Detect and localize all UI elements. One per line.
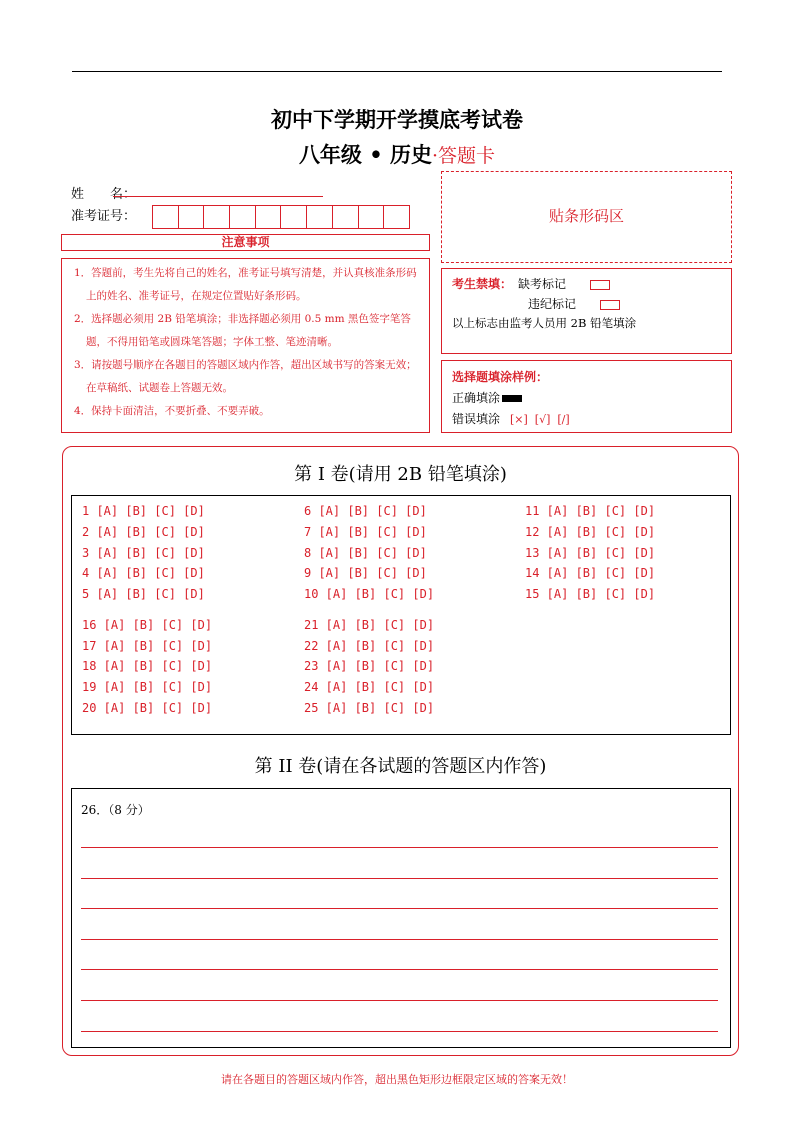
exam-id-boxes[interactable]: [153, 205, 420, 229]
notice-item: 2．选择题必须用 2B 铅笔填涂；非选择题必须用 0.5 mm 黑色签字笔答题，不得用铅笔或圆珠笔答题；字体工整、笔迹清晰。: [74, 313, 411, 348]
id-digit-box[interactable]: [358, 205, 385, 229]
choice-question[interactable]: 22 [A] [B] [C] [D]: [304, 638, 435, 653]
notice-box: [61, 258, 430, 433]
violation-mark-box[interactable]: [600, 300, 620, 310]
choice-question[interactable]: 10 [A] [B] [C] [D]: [304, 587, 435, 601]
wrong-fill-label: 错误填涂: [452, 412, 501, 426]
subtitle-separator: ·: [431, 145, 439, 167]
choice-column-2: [304, 501, 434, 719]
id-digit-box[interactable]: [255, 205, 282, 229]
choice-question[interactable]: 8 [A] [B] [C] [D]: [304, 545, 427, 560]
forbidden-heading: 考生禁填：: [452, 277, 513, 291]
choice-question[interactable]: 20 [A] [B] [C] [D]: [82, 700, 213, 715]
wrong-fill-marks: [×] [√] [/]: [510, 413, 570, 426]
grade-subject: 八年级 • 历史: [298, 142, 432, 167]
answer-card-label: 答题卡: [438, 145, 496, 167]
exam-subtitle: [0, 139, 794, 169]
choice-question[interactable]: 3 [A] [B] [C] [D]: [82, 545, 205, 560]
choice-question[interactable]: 19 [A] [B] [C] [D]: [82, 680, 213, 694]
choice-question[interactable]: 6 [A] [B] [C] [D]: [304, 504, 427, 518]
choice-question[interactable]: 18 [A] [B] [C] [D]: [82, 659, 213, 674]
choice-question[interactable]: 23 [A] [B] [C] [D]: [304, 659, 435, 674]
id-digit-box[interactable]: [306, 205, 333, 229]
choice-question[interactable]: 21 [A] [B] [C] [D]: [304, 617, 435, 632]
footer-warning: 请在各题目的答题区域内作答，超出黑色矩形边框限定区域的答案无效！: [221, 1073, 573, 1086]
section2-title: 第 II 卷(请在各试题的答题区内作答): [254, 756, 547, 777]
sample-heading: 选择题填涂样例：: [452, 370, 549, 384]
choice-question[interactable]: 17 [A] [B] [C] [D]: [82, 638, 213, 653]
name-label: 姓 名：: [71, 187, 137, 202]
id-digit-box[interactable]: [332, 205, 359, 229]
forbidden-note: 以上标志由监考人员用 2B 铅笔填涂: [452, 316, 637, 330]
choice-question[interactable]: 2 [A] [B] [C] [D]: [82, 524, 205, 539]
absent-label: 缺考标记: [518, 277, 567, 291]
choice-question[interactable]: 1 [A] [B] [C] [D]: [82, 504, 205, 518]
id-digit-box[interactable]: [178, 205, 205, 229]
choice-question[interactable]: 9 [A] [B] [C] [D]: [304, 566, 427, 581]
answer-line[interactable]: [81, 1031, 718, 1032]
choice-question[interactable]: 25 [A] [B] [C] [D]: [304, 700, 435, 715]
sample-box: [441, 360, 732, 433]
correct-fill-label: 正确填涂: [452, 391, 501, 405]
exam-title: 初中下学期开学摸底考试卷: [271, 107, 523, 132]
choice-column-3: [525, 501, 655, 605]
forbidden-box: [441, 268, 732, 354]
written-answer-box: [71, 788, 731, 1048]
choice-question[interactable]: 15 [A] [B] [C] [D]: [525, 587, 656, 601]
id-digit-box[interactable]: [203, 205, 230, 229]
id-digit-box[interactable]: [383, 205, 410, 229]
choice-question[interactable]: 5 [A] [B] [C] [D]: [82, 587, 205, 601]
id-digit-box[interactable]: [280, 205, 307, 229]
choice-answer-box: [71, 495, 731, 735]
id-digit-box[interactable]: [229, 205, 256, 229]
notice-item: 3．请按题号顺序在各题目的答题区域内作答，超出区域书写的答案无效；在草稿纸、试题卷上答题无效。: [74, 359, 417, 394]
top-rule: [72, 71, 722, 72]
correct-fill-mark: [502, 395, 522, 402]
answer-line[interactable]: [81, 1000, 718, 1001]
id-digit-box[interactable]: [152, 205, 179, 229]
choice-question[interactable]: 24 [A] [B] [C] [D]: [304, 680, 435, 694]
answer-line[interactable]: [81, 878, 718, 879]
choice-question[interactable]: 14 [A] [B] [C] [D]: [525, 566, 656, 581]
exam-id-label: 准考证号：: [71, 209, 137, 224]
answer-line[interactable]: [81, 939, 718, 940]
absent-mark-box[interactable]: [590, 280, 610, 290]
notice-item: 4．保持卡面清洁，不要折叠、不要弄破。: [74, 405, 270, 417]
question-26-label: 26．（8 分）: [81, 803, 150, 817]
choice-column-1: [82, 501, 212, 719]
choice-question[interactable]: 13 [A] [B] [C] [D]: [525, 545, 656, 560]
violation-label: 违纪标记: [528, 297, 577, 311]
notice-heading: 注意事项: [61, 234, 430, 251]
barcode-area: 贴条形码区: [441, 171, 732, 263]
choice-question[interactable]: 7 [A] [B] [C] [D]: [304, 524, 427, 539]
choice-question[interactable]: 16 [A] [B] [C] [D]: [82, 617, 213, 632]
answer-line[interactable]: [81, 969, 718, 970]
choice-question[interactable]: 11 [A] [B] [C] [D]: [525, 504, 656, 518]
answer-line[interactable]: [81, 908, 718, 909]
section1-title: 第 I 卷(请用 2B 铅笔填涂): [294, 464, 507, 485]
notice-item: 1．答题前，考生先将自己的姓名，准考证号填写清楚，并认真核准条形码上的姓名、准考证号，在规定位置贴好条形码。: [74, 267, 417, 302]
choice-question[interactable]: 12 [A] [B] [C] [D]: [525, 524, 656, 539]
answer-line[interactable]: [81, 847, 718, 848]
choice-question[interactable]: 4 [A] [B] [C] [D]: [82, 566, 205, 581]
name-field[interactable]: [113, 196, 323, 197]
